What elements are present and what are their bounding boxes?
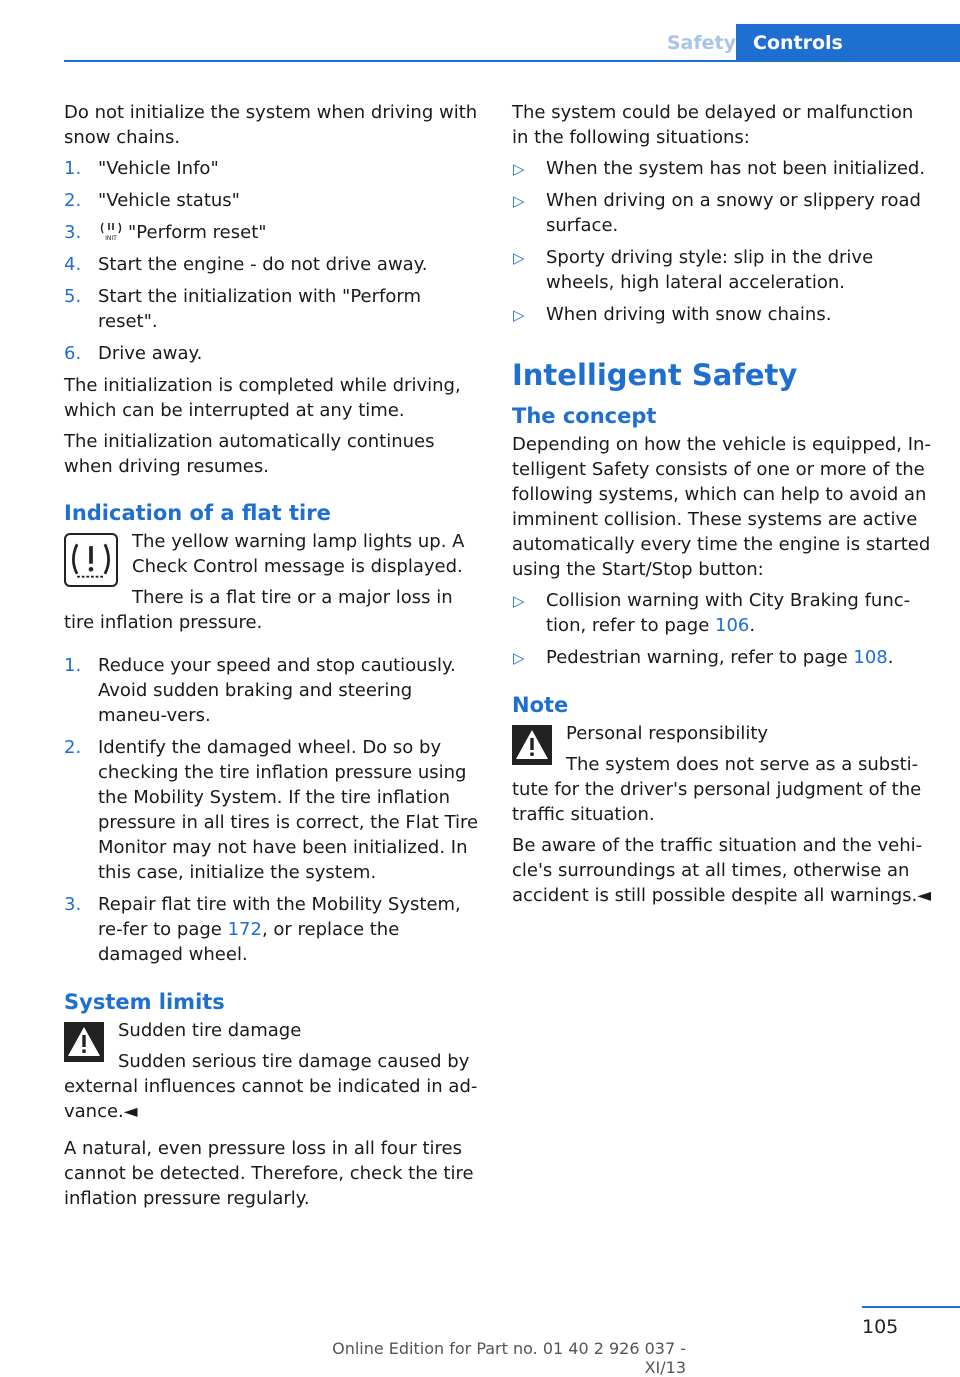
- system-limits-heading: System limits: [64, 990, 225, 1014]
- list-item: [512, 245, 932, 295]
- lamp-text: The yellow warning lamp lights up. A Check Control message is displayed.: [132, 531, 465, 577]
- page-link-106[interactable]: 106: [715, 615, 750, 636]
- list-item: [64, 156, 484, 181]
- loss-text: There is a flat tire or a major loss in tire inflation pressure.: [64, 587, 453, 633]
- bullet-text: Collision warning with City Braking func‐tion, refer to page: [546, 590, 911, 636]
- step-text: Start the initialization with "Perform reset".: [98, 286, 421, 332]
- note-heading: Note: [512, 693, 569, 717]
- note-warn-title: Personal responsibility: [566, 723, 769, 744]
- delay-bullets: [512, 156, 932, 327]
- step-number: 2.: [64, 190, 82, 211]
- step-text: "Vehicle Info": [98, 158, 219, 179]
- section-title: Intelligent Safety: [512, 358, 798, 392]
- step-text: , or replace the damaged wheel.: [98, 919, 400, 965]
- list-item: [64, 735, 484, 885]
- svg-text:INIT: INIT: [105, 235, 117, 242]
- bullet-text: .: [887, 647, 894, 668]
- warn-title: Sudden tire damage: [118, 1020, 302, 1041]
- bullet-triangle-icon: ▷: [513, 306, 525, 324]
- list-item: [512, 156, 932, 181]
- warning-triangle-icon: [64, 1022, 104, 1069]
- step-number: 3.: [64, 222, 82, 243]
- step-number: 4.: [64, 254, 82, 275]
- list-item: [64, 341, 484, 366]
- step-text: "Vehicle status": [98, 190, 240, 211]
- page-number: 105: [862, 1316, 899, 1338]
- list-item: [512, 188, 932, 238]
- note-para: Be aware of the traffic situation and the vehi‐cle's surroundings at all times, otherwise an accident is still possible despite all warnings.◄: [512, 835, 932, 906]
- bullet-text: When driving with snow chains.: [546, 304, 832, 325]
- list-item: [64, 284, 484, 334]
- concept-heading: The concept: [512, 404, 657, 428]
- step-text: Repair flat tire with the Mobility System, re‐fer to page: [98, 894, 461, 940]
- bullet-triangle-icon: ▷: [513, 160, 525, 178]
- bullet-text: When driving on a snowy or slippery road surface.: [546, 190, 921, 236]
- intro-text: Do not initialize the system when driving with snow chains.: [64, 102, 478, 148]
- bullet-text: Pedestrian warning, refer to page: [546, 647, 854, 668]
- concept-bullets: [512, 588, 932, 670]
- init-button-icon: [98, 220, 124, 242]
- header-section-tab[interactable]: Safety: [666, 32, 736, 54]
- step-text: Start the engine - do not drive away.: [98, 254, 428, 275]
- step-text: Identify the damaged wheel. Do so by checking the tire inflation pressure using the Mobility System. If the tire inflation pressure in all tires is correct, the Flat Tire Monitor may not have been initialized. In this case, initialize the system.: [98, 737, 479, 883]
- bullet-triangle-icon: ▷: [513, 192, 525, 210]
- warning-triangle-icon: [512, 725, 552, 772]
- bullet-triangle-icon: ▷: [513, 592, 525, 610]
- init-steps-list: [64, 156, 484, 366]
- list-item: [64, 892, 484, 967]
- footer-rule: [862, 1306, 960, 1308]
- step-text: Drive away.: [98, 343, 203, 364]
- list-item: [64, 220, 484, 245]
- edition-footer: Online Edition for Part no. 01 40 2 926 037 - XI/13: [332, 1339, 686, 1377]
- tire-pressure-warning-lamp-icon: [64, 533, 118, 594]
- concept-text: Depending on how the vehicle is equipped, In‐telligent Safety consists of one or more of the following systems, which can help to avoid an imminent collision. These systems are active automatically every time the engine is started using the Start/Stop button:: [512, 434, 931, 580]
- list-item: [64, 188, 484, 213]
- flat-tire-steps-list: [64, 653, 484, 967]
- para-continues: The initialization automatically continues when driving resumes.: [64, 431, 435, 477]
- step-number: 2.: [64, 737, 82, 758]
- step-number: 6.: [64, 343, 82, 364]
- list-item: [512, 645, 932, 670]
- system-limits-para: A natural, even pressure loss in all four tires cannot be detected. Therefore, check the tire inflation pressure regularly.: [64, 1138, 474, 1209]
- step-number: 1.: [64, 158, 82, 179]
- list-item: [512, 302, 932, 327]
- step-number: 1.: [64, 655, 82, 676]
- bullet-triangle-icon: ▷: [513, 649, 525, 667]
- list-item: [64, 653, 484, 728]
- step-text: "Perform reset": [128, 222, 267, 243]
- right-column: [512, 100, 932, 914]
- header-rule: [64, 60, 960, 62]
- bullet-text: .: [749, 615, 756, 636]
- flat-tire-heading: Indication of a flat tire: [64, 501, 331, 525]
- header-chapter-tab[interactable]: Controls: [736, 24, 960, 62]
- page-link-108[interactable]: 108: [853, 647, 888, 668]
- note-warn-text: The system does not serve as a substi‐tute for the driver's personal judgment of the traffic situation.: [512, 754, 922, 825]
- list-item: [64, 252, 484, 277]
- bullet-triangle-icon: ▷: [513, 249, 525, 267]
- step-text: Reduce your speed and stop cautiously. Avoid sudden braking and steering maneu‐vers.: [98, 655, 456, 726]
- step-number: 5.: [64, 286, 82, 307]
- para-completed: The initialization is completed while driving, which can be interrupted at any time.: [64, 375, 461, 421]
- bullet-text: When the system has not been initialized.: [546, 158, 926, 179]
- bullet-text: Sporty driving style: slip in the drive wheels, high lateral acceleration.: [546, 247, 874, 293]
- page-link-172[interactable]: 172: [227, 919, 262, 940]
- list-item: [512, 588, 932, 638]
- step-number: 3.: [64, 894, 82, 915]
- left-column: [64, 100, 484, 1217]
- delay-intro: The system could be delayed or malfunction in the following situations:: [512, 102, 914, 148]
- warn-text: Sudden serious tire damage caused by external influences cannot be indicated in ad‐vance.◄: [64, 1051, 478, 1122]
